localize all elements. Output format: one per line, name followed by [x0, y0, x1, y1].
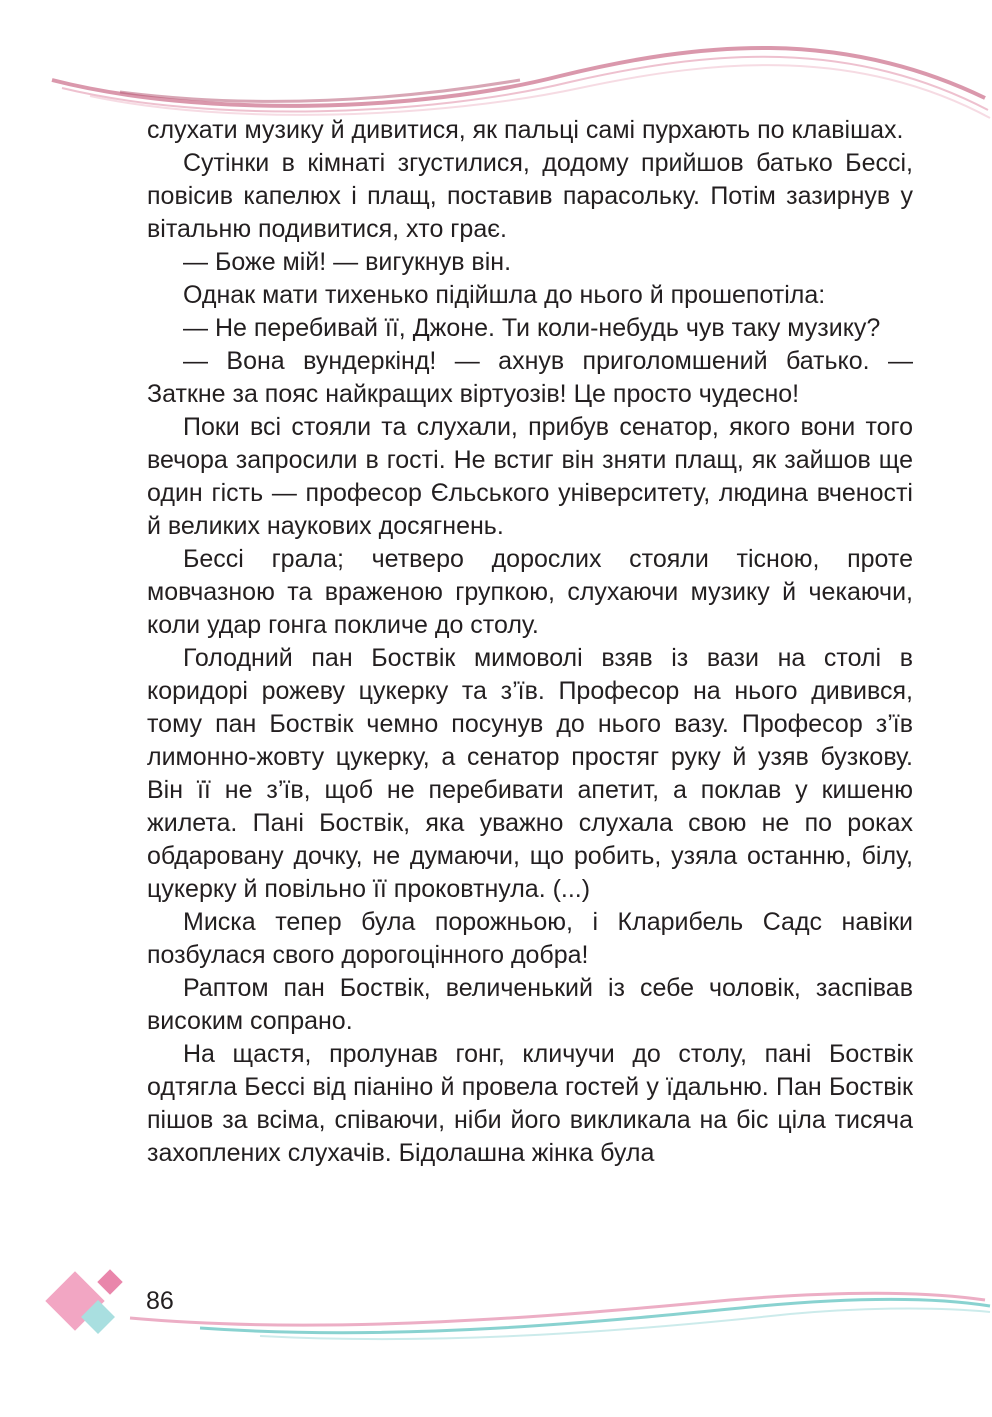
pink-diamond-small — [97, 1269, 122, 1294]
top-wave-decoration — [0, 0, 992, 130]
page-number: 86 — [146, 1287, 174, 1315]
paragraph: Сутінки в кімнаті згустилися, додому прийшов батько Бессі, повісив капелюх і плащ, поставив парасольку. Потім зазирнув у вітальню подивитися, хто грає. — [147, 149, 913, 243]
paragraph: — Не перебивай її, Джоне. Ти коли-небудь чув таку музику? — [183, 314, 881, 342]
paragraph: Поки всі стояли та слухали, прибув сенатор, якого вони того вечора запросили в гості. Не встиг він зняти плащ, як зайшов ще один гість — професор Єльського університету, людина вченості й великих наукових досягнень. — [147, 413, 913, 540]
paragraph: слухати музику й дивитися, як пальці самі пурхають по клавішах. — [147, 116, 904, 144]
paragraph: Бессі грала; четверо дорослих стояли тісною, проте мовчазною та враженою групкою, слухаючи музику й чекаючи, коли удар гонга покличе до столу. — [147, 545, 913, 639]
paragraph: Голодний пан Боствік мимоволі взяв із вази на столі в коридорі рожеву цукерку та з’їв. Професор на нього дивився, тому пан Боствік чемно посунув до нього вазу. Професор з’їв лимонно-жовту цукерку, а сенатор простяг руку й узяв бузкову. Він її не з’їв, щоб не перебивати апетит, а поклав у кишеню жилета. Пані Боствік, яка уважно слухала свою не по роках обдаровану дочку, не думаючи, що робить, узяла останню, білу, цукерку й повільно її проковтнула. (...) — [147, 644, 913, 903]
paragraph: — Вона вундеркінд! — ахнув приголомшений батько. — Заткне за пояс найкращих віртуозів! Це просто чудесно! — [147, 347, 913, 408]
paragraph: — Боже мій! — вигукнув він. — [183, 248, 512, 276]
paragraph: Миска тепер була порожньою, і Кларибель Садс навіки позбулася свого дорогоцінного добра! — [147, 908, 913, 969]
paragraph: Раптом пан Боствік, величенький із себе чоловік, заспівав високим сопрано. — [147, 974, 913, 1035]
paragraph: Однак мати тихенько підійшла до нього й прошепотіла: — [183, 281, 826, 309]
body-text — [147, 114, 913, 1170]
paragraph: На щастя, пролунав гонг, кличучи до столу, пані Боствік одтягла Бессі від піаніно й провела гостей у їдальню. Пан Боствік пішов за всіма, співаючи, ніби його викликала на біс ціла тисяча захоплених слухачів. Бідолашна жінка була — [147, 1040, 913, 1167]
